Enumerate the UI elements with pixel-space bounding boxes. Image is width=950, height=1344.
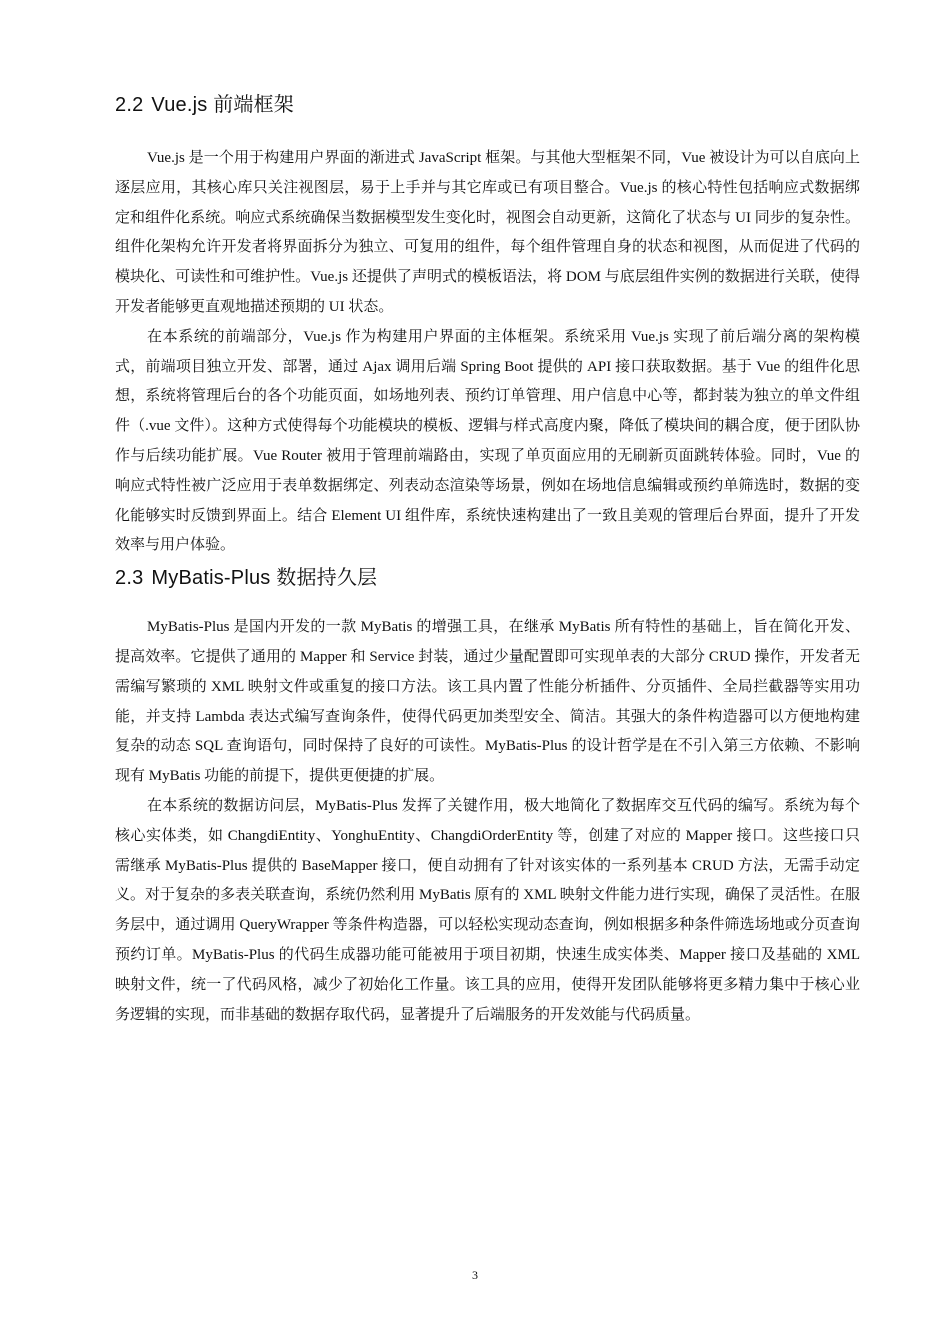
body-paragraph: Vue.js 是一个用于构建用户界面的渐进式 JavaScript 框架。与其他大型框架不同，Vue 被设计为可以自底向上逐层应用，其核心库只关注视图层，易于上手并与其它库或已有项目整合。Vue.js 的核心特性包括响应式数据绑定和组件化系统。响应式系统确保当数据模型发生变化时，视图会自动更新，这简化了状态与 UI 同步的复杂性。组件化架构允许开发者将界面拆分为独立、可复用的组件，每个组件管理自身的状态和视图，从而促进了代码的模块化、可读性和可维护性。Vue.js 还提供了声明式的模板语法，将 DOM 与底层组件实例的数据进行关联，使得开发者能够更直观地描述预期的 UI 状态。: [115, 150, 860, 315]
section-body-vue: [115, 144, 860, 561]
body-paragraph: 在本系统的数据访问层，MyBatis-Plus 发挥了关键作用，极大地简化了数据库交互代码的编写。系统为每个核心实体类，如 ChangdiEntity、YonghuEntity、ChangdiOrderEntity 等，创建了对应的 Mapper 接口。这些接口只需继承 MyBatis-Plus 提供的 BaseMapper 接口，便自动拥有了针对该实体的一系列基本 CRUD 方法，无需手动定义。对于复杂的多表关联查询，系统仍然利用 MyBatis 原有的 XML 映射文件能力进行实现，确保了灵活性。在服务层中，通过调用 QueryWrapper 等条件构造器，可以轻松实现动态查询，例如根据多种条件筛选场地或分页查询预约订单。MyBatis-Plus 的代码生成器功能可能被用于项目初期，快速生成实体类、Mapper 接口及基础的 XML 映射文件，统一了代码风格，减少了初始化工作量。该工具的应用，使得开发团队能够将更多精力集中于核心业务逻辑的实现，而非基础的数据存取代码，显著提升了后端服务的开发效能与代码质量。: [115, 797, 860, 1023]
section-number: 2.2: [115, 94, 144, 116]
section-body-mybatis-plus: [115, 613, 860, 1030]
section-title: MyBatis-Plus 数据持久层: [151, 567, 378, 590]
section-heading-mybatis-plus: [115, 561, 860, 595]
section-heading-vue: [115, 88, 860, 122]
page-content: [115, 88, 860, 1030]
section-number: 2.3: [115, 567, 144, 590]
section-title: Vue.js 前端框架: [151, 94, 295, 116]
body-paragraph: 在本系统的前端部分，Vue.js 作为构建用户界面的主体框架。系统采用 Vue.js 实现了前后端分离的架构模式，前端项目独立开发、部署，通过 Ajax 调用后端 Spring Boot 提供的 API 接口获取数据。基于 Vue 的组件化思想，系统将管理后台的各个功能页面，如场地列表、预约订单管理、用户信息中心等，都封装为独立的单文件组件（.vue 文件）。这种方式使得每个功能模块的模板、逻辑与样式高度内聚，降低了模块间的耦合度，便于团队协作与后续功能扩展。Vue Router 被用于管理前端路由，实现了单页面应用的无刷新页面跳转体验。同时，Vue 的响应式特性被广泛应用于表单数据绑定、列表动态渲染等场景，例如在场地信息编辑或预约单筛选时，数据的变化能够实时反馈到界面上。结合 Element UI 组件库，系统快速构建出了一致且美观的管理后台界面，提升了开发效率与用户体验。: [115, 328, 860, 554]
page-number: 3: [472, 1268, 478, 1282]
body-paragraph: MyBatis-Plus 是国内开发的一款 MyBatis 的增强工具，在继承 MyBatis 所有特性的基础上，旨在简化开发、提高效率。它提供了通用的 Mapper 和 Service 封装，通过少量配置即可实现单表的大部分 CRUD 操作，开发者无需编写繁琐的 XML 映射文件或重复的接口方法。该工具内置了性能分析插件、分页插件、全局拦截器等实用功能，并支持 Lambda 表达式编写查询条件，使得代码更加类型安全、简洁。其强大的条件构造器可以方便地构建复杂的动态 SQL 查询语句，同时保持了良好的可读性。MyBatis-Plus 的设计哲学是在不引入第三方依赖、不影响现有 MyBatis 功能的前提下，提供更便捷的扩展。: [115, 619, 860, 785]
